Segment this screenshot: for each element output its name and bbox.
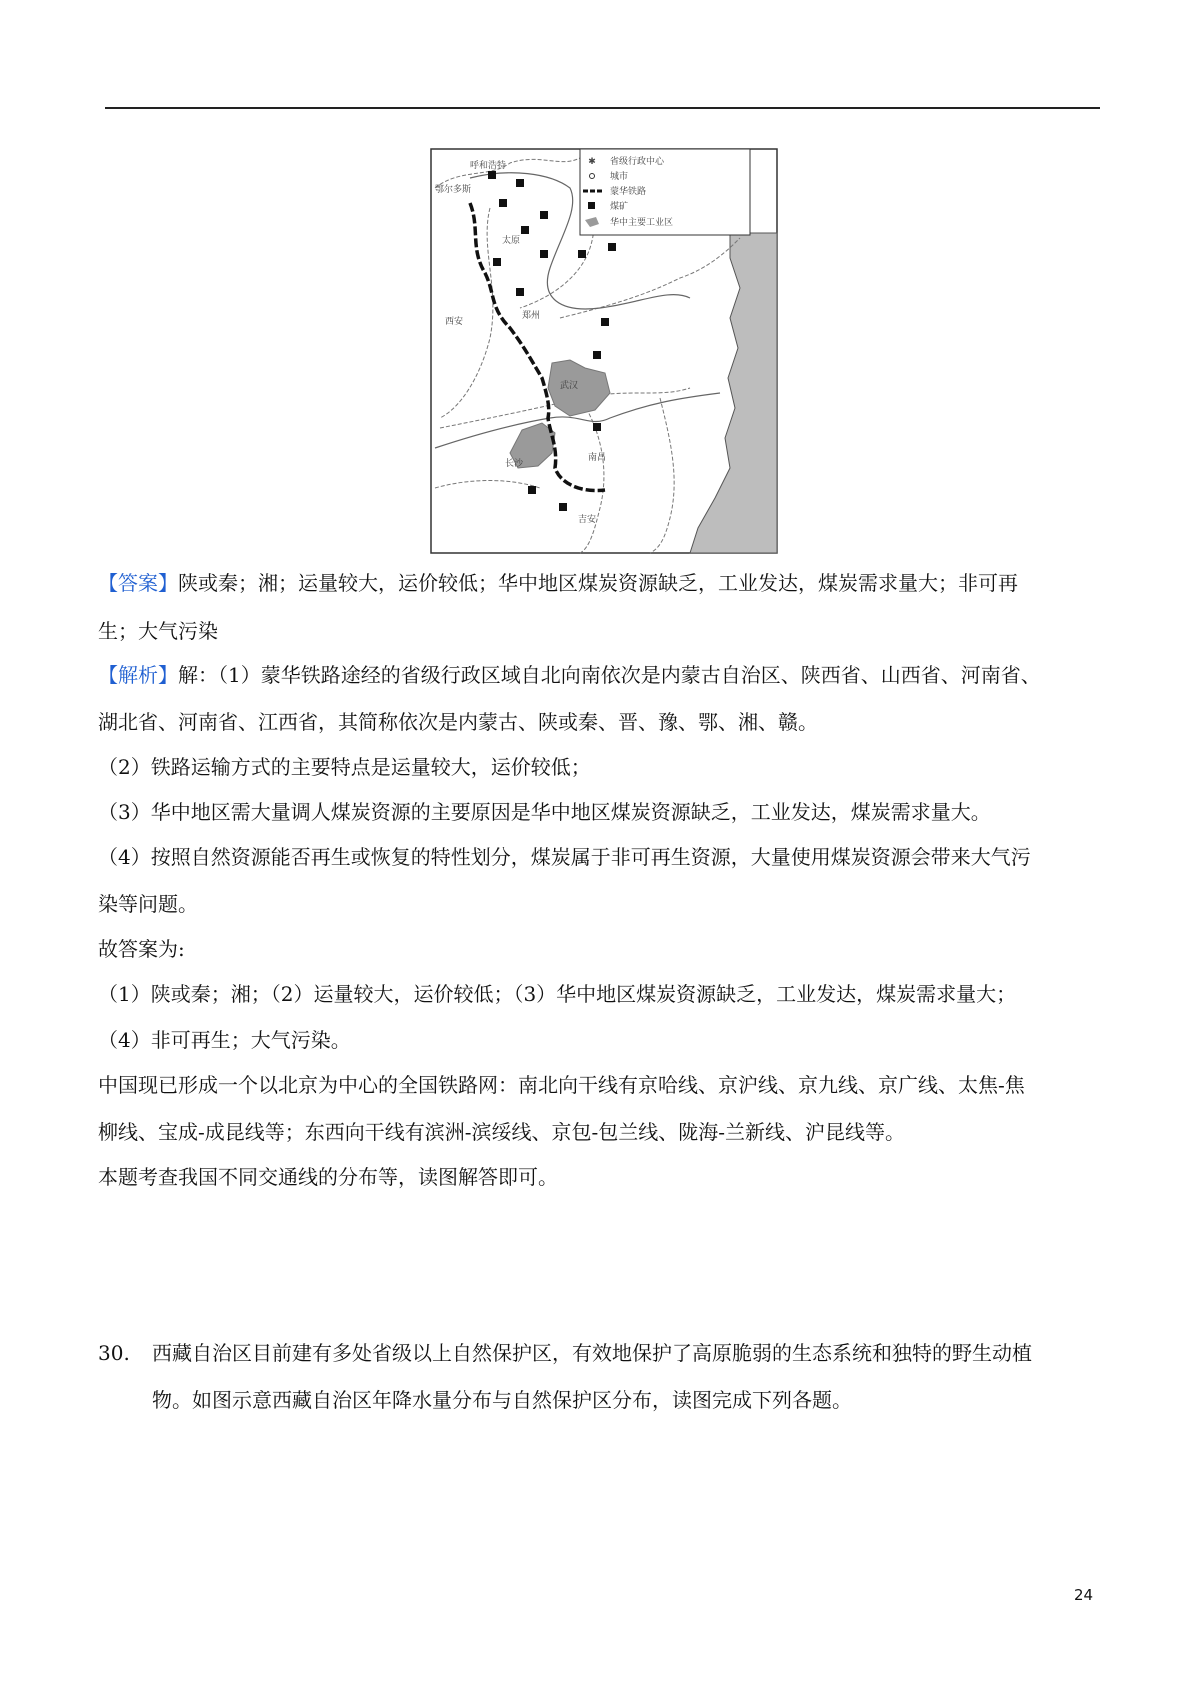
- railway-map-svg: [430, 148, 778, 554]
- analysis-tag: 【解析】: [98, 663, 178, 687]
- legend-capital-label: 省级行政中心: [610, 157, 665, 167]
- answer-line-2: 生；大气污染: [98, 619, 218, 643]
- answer-line-1: [98, 570, 1102, 596]
- place-zhengzhou: 郑州: [522, 311, 541, 321]
- answer-tag: 【答案】: [98, 571, 178, 595]
- analysis-line-8: （1）陕或秦；湘；（2）运量较大，运价较低；（3）华中地区煤炭资源缺乏，工业发达，煤炭需求量大；: [98, 982, 1017, 1006]
- analysis-line-9: （4）非可再生；大气污染。: [98, 1028, 351, 1052]
- place-ordos: 鄂尔多斯: [435, 185, 472, 195]
- analysis-line-10: 中国现已形成一个以北京为中心的全国铁路网：南北向干线有京哈线、京沪线、京九线、京广线、太焦-焦: [98, 1073, 1025, 1097]
- legend-railway-label: 蒙华铁路: [610, 187, 647, 197]
- legend-industrial-label: 华中主要工业区: [610, 218, 674, 228]
- place-xian: 西安: [445, 317, 464, 327]
- analysis-line-6: 染等问题。: [98, 892, 198, 916]
- analysis-line-1: [98, 662, 1102, 688]
- question-number: 30.: [98, 1341, 130, 1365]
- page-number: 24: [1074, 1586, 1094, 1604]
- legend-city-label: 城市: [610, 172, 629, 182]
- analysis-line-5: （4）按照自然资源能否再生或恢复的特性划分，煤炭属于非可再生资源，大量使用煤炭资源会带来大气污: [98, 845, 1031, 869]
- analysis-line-7: 故答案为:: [98, 937, 185, 961]
- analysis-line-3: （2）铁路运输方式的主要特点是运量较大，运价较低；: [98, 755, 591, 779]
- svg-text:✱: ✱: [588, 157, 596, 167]
- question-line-2: 物。如图示意西藏自治区年降水量分布与自然保护区分布，读图完成下列各题。: [152, 1388, 852, 1412]
- analysis-text-1: 解：（1）蒙华铁路途经的省级行政区域自北向南依次是内蒙古自治区、陕西省、山西省、河南省、: [178, 663, 1041, 687]
- place-taiyuan: 太原: [502, 236, 521, 246]
- place-changsha: 长沙: [505, 459, 524, 469]
- legend-coal-label: 煤矿: [610, 202, 629, 212]
- railway-map: [430, 148, 778, 554]
- header-rule: [105, 107, 1100, 109]
- place-huhehaote: 呼和浩特: [470, 161, 507, 171]
- analysis-line-2: 湖北省、河南省、江西省，其简称依次是内蒙古、陕或秦、晋、豫、鄂、湘、赣。: [98, 710, 818, 734]
- place-jian: 吉安: [578, 515, 597, 525]
- answer-text-1: 陕或秦；湘；运量较大，运价较低；华中地区煤炭资源缺乏，工业发达，煤炭需求量大；非可再: [178, 571, 1018, 595]
- place-nanchang: 南昌: [588, 453, 607, 463]
- place-wuhan: 武汉: [560, 381, 579, 391]
- analysis-line-4: （3）华中地区需大量调人煤炭资源的主要原因是华中地区煤炭资源缺乏，工业发达，煤炭需求量大。: [98, 800, 991, 824]
- analysis-line-11: 柳线、宝成-成昆线等；东西向干线有滨洲-滨绥线、京包-包兰线、陇海-兰新线、沪昆线等。: [98, 1120, 906, 1144]
- question-line-1: 西藏自治区目前建有多处省级以上自然保护区，有效地保护了高原脆弱的生态系统和独特的野生动植: [152, 1341, 1032, 1365]
- analysis-line-12: 本题考查我国不同交通线的分布等，读图解答即可。: [98, 1165, 558, 1189]
